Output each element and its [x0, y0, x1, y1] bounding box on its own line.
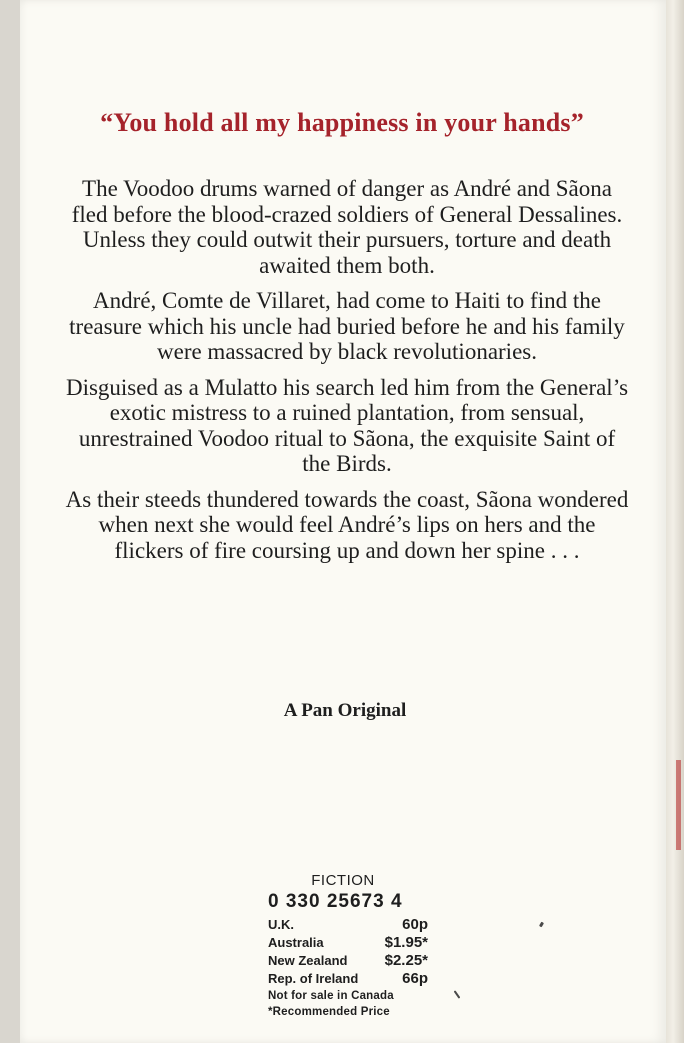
imprint-label: A Pan Original — [283, 700, 407, 721]
blurb — [62, 176, 632, 573]
blurb-paragraph-1: The Voodoo drums warned of danger as André and Sãona fled before the blood-crazed soldiers of General Dessalines. Unless they could outwit their pursuers, torture and death awaited them both. — [71, 176, 623, 278]
sale-restriction: Not for sale in Canada — [268, 990, 394, 1002]
category-label: FICTION — [311, 872, 375, 889]
price-footnote: *Recommended Price — [268, 1006, 390, 1018]
price-amount: 60p — [402, 916, 428, 933]
price-amount: $2.25* — [384, 952, 428, 969]
headline-quote: “You hold all my happiness in your hands” — [100, 108, 584, 137]
price-box — [268, 872, 448, 1020]
blurb-paragraph-2: André, Comte de Villaret, had come to Haiti to find the treasure which his uncle had buried before he and his family were massacred by black revolutionaries. — [69, 288, 625, 364]
spine-red-mark — [676, 760, 681, 850]
price-region: New Zealand — [268, 953, 348, 968]
price-row-uk — [268, 916, 428, 934]
price-row-new-zealand — [268, 952, 428, 970]
price-amount: $1.95* — [384, 934, 428, 951]
blurb-paragraph-4: As their steeds thundered towards the coast, Sãona wondered when next she would feel André’s lips on hers and the flickers of fire coursing up and down her spine . . . — [65, 486, 629, 563]
price-region: Australia — [268, 935, 324, 950]
price-region: Rep. of Ireland — [268, 971, 359, 986]
price-amount: 66p — [402, 970, 428, 987]
price-region: U.K. — [268, 917, 294, 932]
isbn: 0 330 25673 4 — [268, 891, 403, 912]
spine-edge — [666, 0, 684, 1043]
price-row-australia — [268, 934, 428, 952]
price-row-ireland — [268, 970, 428, 988]
blurb-paragraph-3: Disguised as a Mulatto his search led him from the General’s exotic mistress to a ruined plantation, from sensual, unrestrained Voodoo ritual to Sãona, the exquisite Saint of the Birds. — [65, 374, 629, 476]
